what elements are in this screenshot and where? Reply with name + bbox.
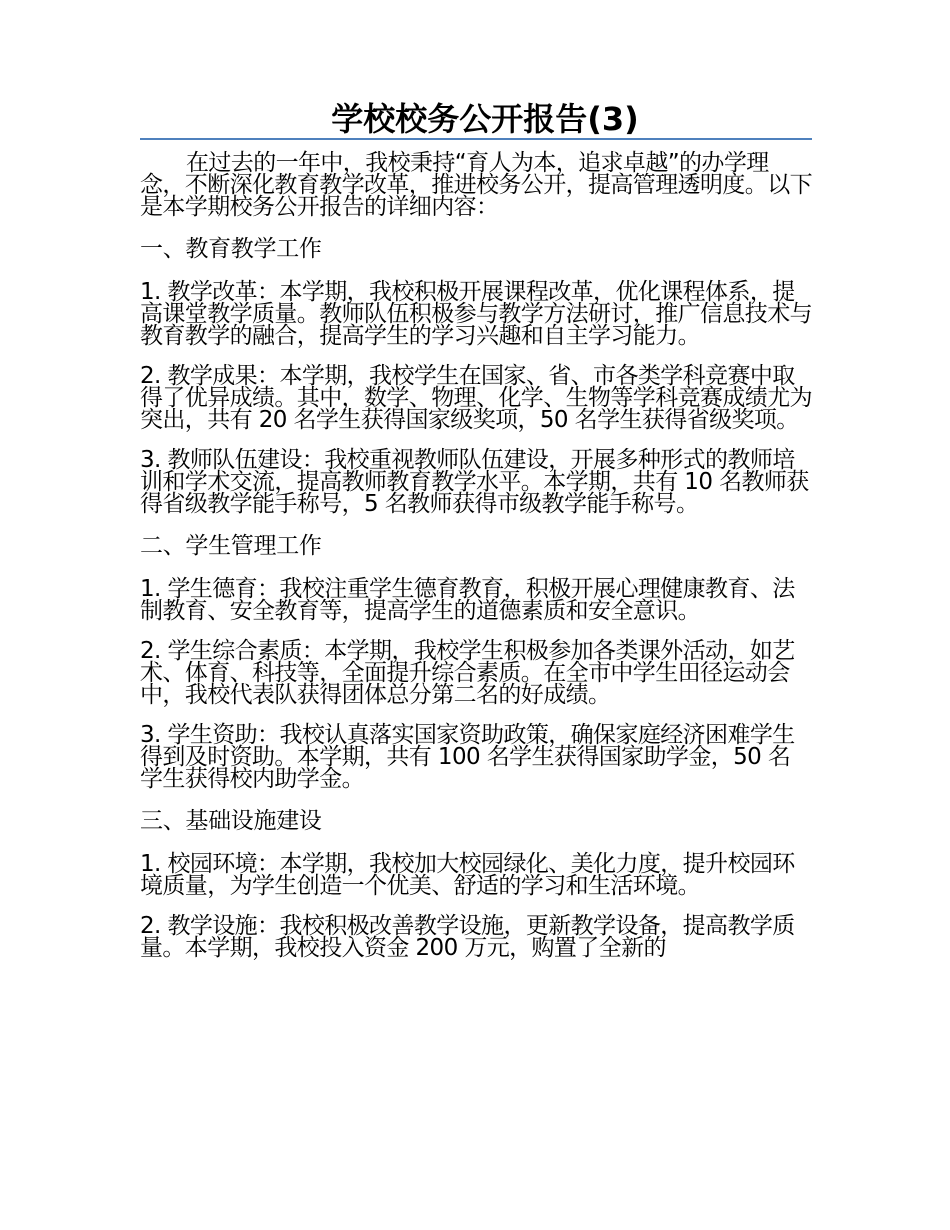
list-item: 1. 教学改革：本学期，我校积极开展课程改革，优化课程体系，提高课堂教学质量。教师队伍积极参与教学方法研讨，推广信息技术与教育教学的融合，提高学生的学习兴趣和自主学习能力。: [140, 279, 813, 349]
list-item: 1. 学生德育：我校注重学生德育教育，积极开展心理健康教育、法制教育、安全教育等，提高学生的道德素质和安全意识。: [140, 576, 795, 624]
list-item: 1. 校园环境：本学期，我校加大校园绿化、美化力度，提升校园环境质量，为学生创造一个优美、舒适的学习和生活环境。: [140, 851, 795, 899]
title-underline: [140, 138, 812, 140]
intro-paragraph: 在过去的一年中，我校秉持“育人为本，追求卓越”的办学理念，不断深化教育教学改革，推进校务公开，提高管理透明度。以下是本学期校务公开报告的详细内容：: [140, 150, 813, 220]
document-page: [140, 100, 812, 977]
section-heading-teaching: 一、教育教学工作: [140, 236, 322, 262]
section-heading-infrastructure: 三、基础设施建设: [140, 808, 322, 834]
list-item: 3. 教师队伍建设：我校重视教师队伍建设，开展多种形式的教师培训和学术交流，提高教师教育教学水平。本学期，共有 10 名教师获得省级教学能手称号，5 名教师获得市级教学能手称号。: [140, 447, 809, 517]
list-item: 2. 学生综合素质：本学期，我校学生积极参加各类课外活动，如艺术、体育、科技等，全面提升综合素质。在全市中学生田径运动会中，我校代表队获得团体总分第二名的好成绩。: [140, 638, 795, 708]
list-item: 2. 教学设施：我校积极改善教学设施，更新教学设备，提高教学质量。本学期，我校投入资金 200 万元，购置了全新的: [140, 913, 795, 961]
document-title: 学校校务公开报告(3): [331, 100, 639, 138]
list-item: 2. 教学成果：本学期，我校学生在国家、省、市各类学科竞赛中取得了优异成绩。其中，数学、物理、化学、生物等学科竞赛成绩尤为突出，共有 20 名学生获得国家级奖项，50 名学生获得省级奖项。: [140, 363, 813, 433]
section-heading-student-management: 二、学生管理工作: [140, 533, 322, 559]
list-item: 3. 学生资助：我校认真落实国家资助政策，确保家庭经济困难学生得到及时资助。本学期，共有 100 名学生获得国家助学金，50 名学生获得校内助学金。: [140, 722, 795, 792]
